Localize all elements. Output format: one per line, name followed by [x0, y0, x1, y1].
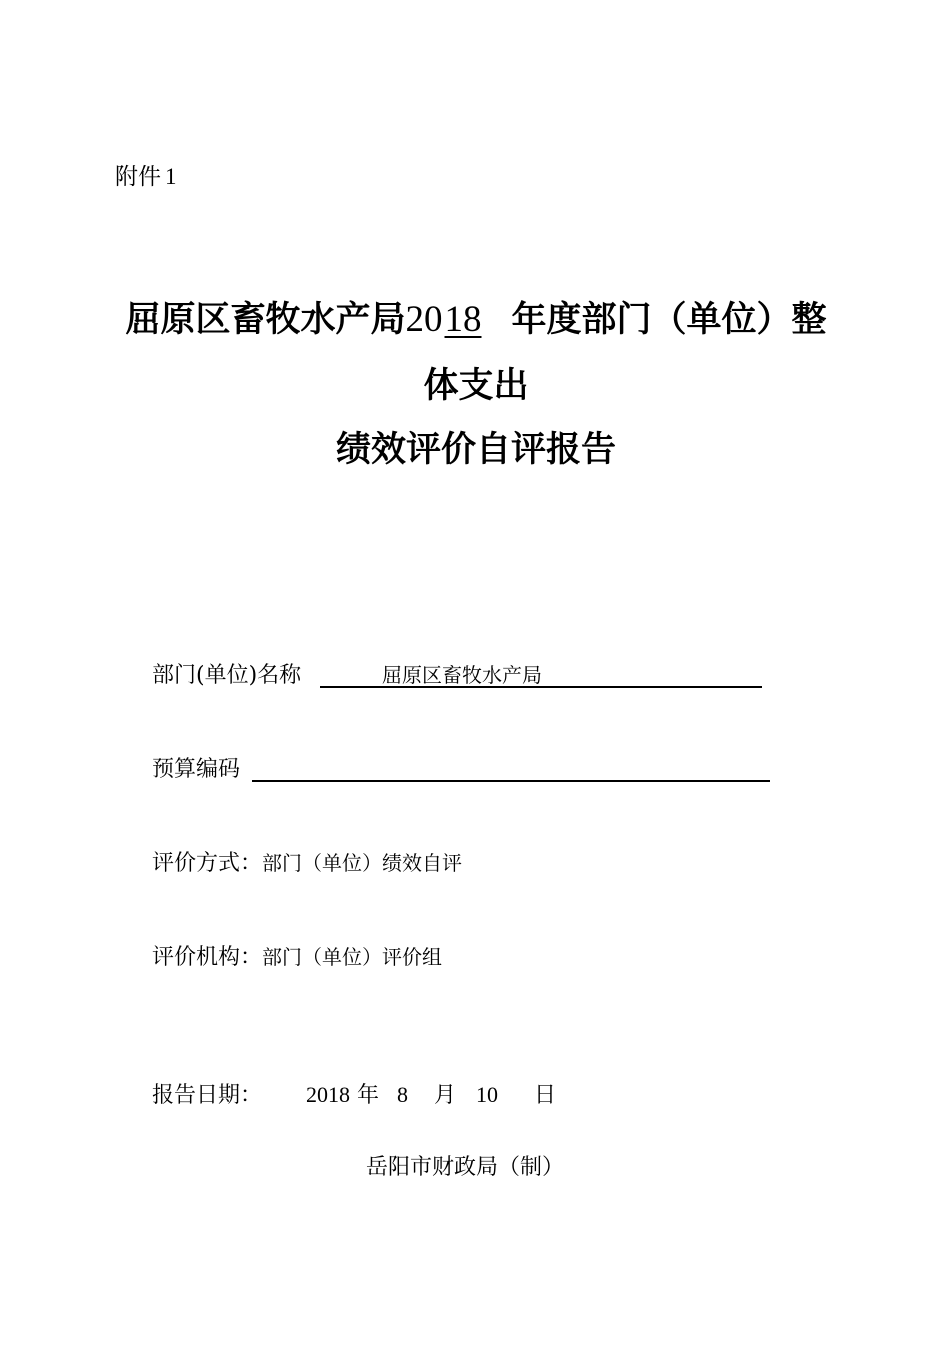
attachment-number: 1 — [165, 164, 177, 189]
attachment-text: 附件 — [115, 164, 161, 190]
eval-org-field — [152, 940, 442, 971]
title-line-3: 绩效评价自评报告 — [335, 430, 616, 470]
title-line-1 — [0, 292, 952, 342]
eval-org-value: 部门（单位）评价组 — [262, 945, 443, 969]
title-line-2: 体支出 — [423, 366, 529, 406]
attachment-label — [115, 158, 177, 191]
report-year: 2018 — [306, 1082, 351, 1107]
title-year-prefix: 20 — [405, 299, 443, 340]
title-year-suffix-underlined — [443, 299, 512, 340]
eval-method-label: 评价方式： — [152, 851, 263, 876]
dept-name-label: 部门(单位)名称 — [152, 663, 302, 688]
budget-code-field — [152, 752, 240, 783]
title-year-suffix: 18 — [444, 299, 482, 340]
dept-name-field — [152, 658, 542, 689]
budget-code-label: 预算编码 — [152, 757, 241, 782]
report-month-unit: 月 — [434, 1083, 457, 1108]
eval-org-label: 评价机构： — [152, 945, 263, 970]
report-date-field — [152, 1078, 556, 1109]
report-day-unit: 日 — [534, 1083, 557, 1108]
budget-code-underline — [252, 780, 770, 782]
report-year-unit: 年 — [357, 1083, 380, 1108]
eval-method-value: 部门（单位）绩效自评 — [262, 851, 463, 875]
title-part1: 屈原区畜牧水产局 — [125, 300, 406, 340]
report-month: 8 — [397, 1082, 409, 1107]
dept-name-value: 屈原区畜牧水产局 — [382, 663, 542, 687]
report-day: 10 — [476, 1082, 499, 1107]
report-date-label: 报告日期： — [152, 1083, 263, 1108]
eval-method-field — [152, 846, 462, 877]
title-part2: 年度部门（单位）整 — [511, 300, 827, 340]
issuer: 岳阳市财政局（制） — [366, 1155, 565, 1180]
